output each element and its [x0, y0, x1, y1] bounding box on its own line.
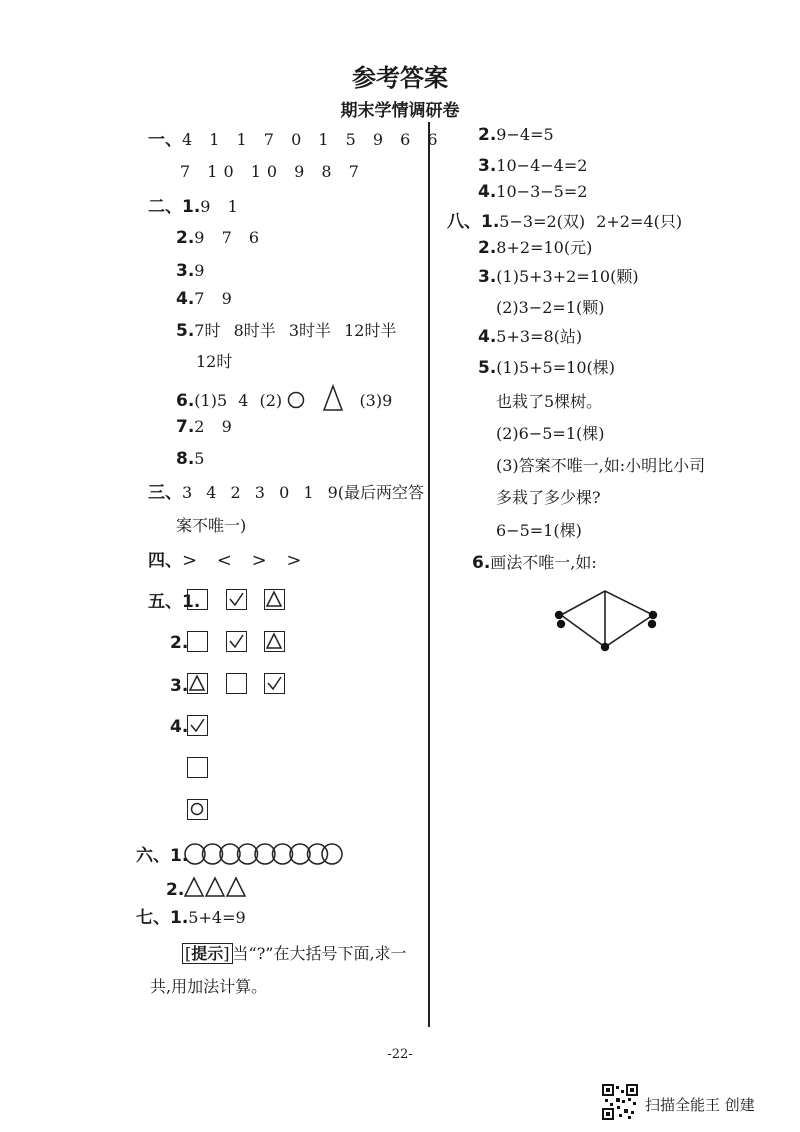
section-6-q2: 2. — [166, 880, 185, 900]
checkmark-box-icon — [226, 589, 247, 610]
right-q4: 4.10−3−5=2 — [478, 182, 588, 202]
footer-watermark: 扫描全能王 创建 — [645, 1096, 755, 1114]
section-2-q5-line2: 12时 — [196, 352, 233, 371]
section-7-hint: [提示] 当“?”在大括号下面,求一 — [182, 944, 407, 964]
section-8-q5-line2: 也栽了5棵树。 — [496, 392, 603, 411]
section-5-q2-label: 2. — [170, 633, 189, 653]
page-title: 参考答案 — [352, 64, 448, 92]
section-3-line2: 案不唯一) — [176, 516, 247, 535]
section-2-q5: 5.7时 8时半 3时半 12时半 — [176, 321, 397, 341]
page-number: -22- — [387, 1047, 413, 1062]
triangle-box-icon — [187, 673, 208, 694]
section-8-q5-line4: 多栽了多少棵? — [496, 488, 601, 507]
section-8-q3: 3.(1)5+3+2=10(颗) — [478, 267, 639, 287]
checkmark-box-icon — [226, 631, 247, 652]
checkmark-box-icon — [264, 673, 285, 694]
empty-box — [187, 757, 208, 778]
section-8-q5-line5: 6−5=1(棵) — [496, 521, 582, 540]
section-6-q1: 六、1. — [136, 846, 189, 866]
right-q2: 2.9−4=5 — [478, 125, 554, 145]
section-8-q3-part2: (2)3−2=1(颗) — [496, 298, 605, 317]
section-4: 四、> < > > — [148, 550, 302, 571]
section-7-q1: 七、1.5+4=9 — [136, 908, 246, 928]
checkmark-box-icon — [187, 715, 208, 736]
section-1-line2: 7 10 10 9 8 7 — [180, 162, 365, 181]
triangle-box-icon — [264, 631, 285, 652]
section-2-q1: 二、1.9 1 — [148, 197, 244, 217]
column-divider — [428, 122, 430, 1027]
section-8-q5: 5.(1)5+5=10(棵) — [478, 358, 615, 378]
section-8-q5-part2: (2)6−5=1(棵) — [496, 424, 605, 443]
section-8-q4: 4.5+3=8(站) — [478, 327, 583, 347]
section-2-q4: 4.7 9 — [176, 289, 238, 309]
nine-circles-icon — [184, 842, 344, 866]
triangle-icon — [322, 384, 344, 412]
empty-box — [187, 631, 208, 652]
section-3: 三、3 4 2 3 0 1 9(最后两空答 — [148, 483, 425, 503]
section-2-q2: 2.9 7 6 — [176, 228, 266, 248]
empty-box — [226, 673, 247, 694]
section-2-q8: 8.5 — [176, 449, 205, 469]
section-8-q1: 八、1.5−3=2(双) 2+2=4(只) — [447, 212, 683, 232]
section-5-q1-label: 五、1. — [148, 592, 201, 612]
diamond-diagram — [548, 587, 668, 657]
page-subtitle: 期末学情调研卷 — [340, 101, 460, 121]
section-5-q4-label: 4. — [170, 717, 189, 737]
circle-box-icon — [187, 799, 208, 820]
empty-box — [187, 589, 208, 610]
right-q3: 3.10−4−4=2 — [478, 156, 588, 176]
circle-icon — [287, 391, 305, 409]
section-8-q5-part3: (3)答案不唯一,如:小明比小司 — [496, 456, 706, 475]
section-1: 一、4 1 1 7 0 1 5 9 6 6 — [148, 130, 444, 150]
triangle-box-icon — [264, 589, 285, 610]
section-2-q6: 6.(1)5 4 (2) (3)9 — [176, 384, 392, 412]
qr-code-icon — [602, 1084, 638, 1120]
section-2-q7: 7.2 9 — [176, 417, 238, 437]
section-8-q2: 2.8+2=10(元) — [478, 238, 593, 258]
section-2-q3: 3.9 — [176, 261, 205, 281]
section-8-q6: 6.画法不唯一,如: — [472, 553, 597, 573]
section-7-hint-line2: 共,用加法计算。 — [150, 977, 268, 996]
three-triangles-icon — [183, 876, 249, 898]
section-5-q3-label: 3. — [170, 676, 189, 696]
